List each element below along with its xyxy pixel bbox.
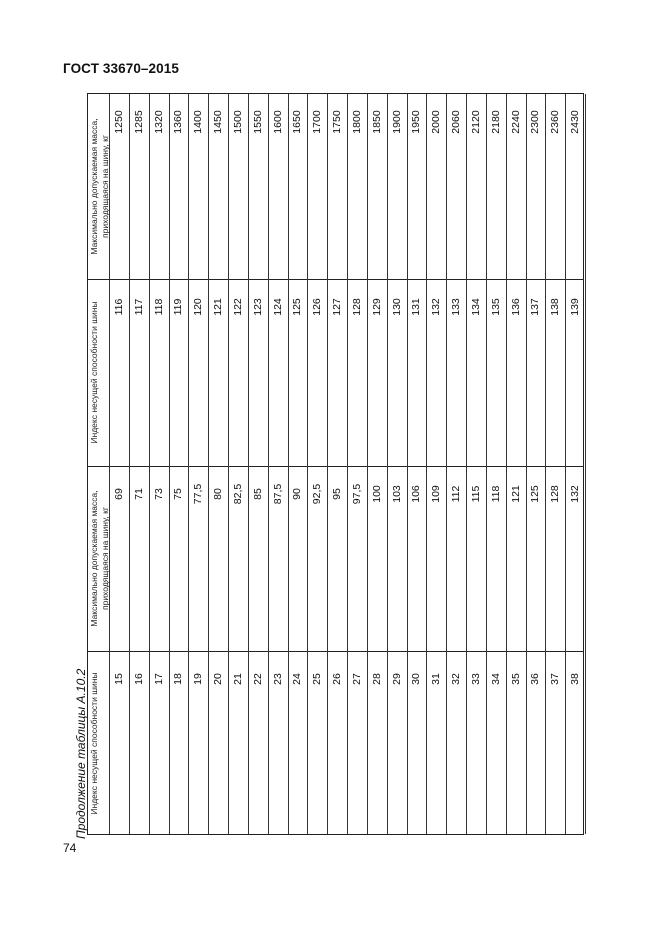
table-cell: 125 bbox=[529, 485, 542, 503]
table-cell: 138 bbox=[549, 298, 562, 316]
table-cell: 26 bbox=[331, 673, 344, 685]
table-cell: 1700 bbox=[311, 110, 324, 134]
table-cell: 97,5 bbox=[350, 483, 363, 505]
table-cell: 118 bbox=[152, 298, 165, 316]
row-divider bbox=[367, 94, 368, 834]
table-cell: 1450 bbox=[212, 110, 225, 134]
table-cell: 126 bbox=[311, 298, 324, 316]
row-divider bbox=[387, 94, 388, 834]
table-cell: 82,5 bbox=[231, 483, 244, 505]
table-cell: 1900 bbox=[390, 110, 403, 134]
table-cell: 122 bbox=[231, 298, 244, 316]
table-cell: 2060 bbox=[450, 110, 463, 134]
row-divider bbox=[486, 94, 487, 834]
table-cell: 22 bbox=[251, 673, 264, 685]
table-cell: 127 bbox=[331, 298, 344, 316]
table-cell: 35 bbox=[509, 673, 522, 685]
table-cell: 1250 bbox=[112, 110, 125, 134]
table-cell: 118 bbox=[489, 485, 502, 503]
table-cell: 75 bbox=[172, 488, 185, 500]
column-separator bbox=[88, 466, 583, 467]
table-cell: 27 bbox=[350, 673, 363, 685]
row-divider bbox=[149, 94, 150, 834]
table-cell: 136 bbox=[509, 298, 522, 316]
row-divider bbox=[248, 94, 249, 834]
table-cell: 1800 bbox=[350, 110, 363, 134]
row-divider bbox=[446, 94, 447, 834]
table-cell: 1500 bbox=[231, 110, 244, 134]
table-cell: 28 bbox=[370, 673, 383, 685]
table-cell: 109 bbox=[430, 485, 443, 503]
table-cell: 1400 bbox=[192, 110, 205, 134]
column-separator bbox=[88, 651, 583, 652]
table-cell: 16 bbox=[132, 673, 145, 685]
table-cell: 1650 bbox=[291, 110, 304, 134]
table-cell: 23 bbox=[271, 673, 284, 685]
table-cell: 92,5 bbox=[311, 483, 324, 505]
table-cell: 2120 bbox=[469, 110, 482, 134]
table-cell: 137 bbox=[529, 298, 542, 316]
table-cell: 1950 bbox=[410, 110, 423, 134]
table-cell: 2360 bbox=[549, 110, 562, 134]
table-cell: 29 bbox=[390, 673, 403, 685]
document-title: ГОСТ 33670–2015 bbox=[63, 61, 179, 76]
table-cell: 15 bbox=[112, 673, 125, 685]
row-divider bbox=[228, 94, 229, 834]
table-cell: 73 bbox=[152, 488, 165, 500]
table-cell: 77,5 bbox=[192, 483, 205, 505]
table-cell: 1600 bbox=[271, 110, 284, 134]
table-cell: 17 bbox=[152, 673, 165, 685]
table-cell: 117 bbox=[132, 298, 145, 316]
table-cell: 38 bbox=[569, 673, 582, 685]
table-cell: 124 bbox=[271, 298, 284, 316]
table-cell: 116 bbox=[112, 298, 125, 316]
table-cell: 36 bbox=[529, 673, 542, 685]
table-cell: 119 bbox=[172, 298, 185, 316]
column-header: Максимально допускаемая масса, приходящаяся на шину, кг bbox=[89, 118, 110, 255]
row-divider bbox=[526, 94, 527, 834]
column-header: Индекс несущей способности шины bbox=[89, 672, 99, 815]
table-cell: 31 bbox=[430, 673, 443, 685]
table-cell: 125 bbox=[291, 298, 304, 316]
table-cell: 85 bbox=[251, 488, 264, 500]
column-separator bbox=[88, 279, 583, 280]
table-caption: Продолжение таблицы А.10.2 bbox=[74, 668, 88, 839]
table-cell: 32 bbox=[450, 673, 463, 685]
table-cell: 20 bbox=[212, 673, 225, 685]
row-divider bbox=[545, 94, 546, 834]
row-divider bbox=[188, 94, 189, 834]
table-cell: 121 bbox=[212, 298, 225, 316]
table-cell: 2430 bbox=[569, 110, 582, 134]
row-divider bbox=[347, 94, 348, 834]
table-cell: 130 bbox=[390, 298, 403, 316]
row-divider bbox=[565, 94, 566, 834]
table-cell: 2180 bbox=[489, 110, 502, 134]
row-divider bbox=[169, 94, 170, 834]
table-cell: 1550 bbox=[251, 110, 264, 134]
table-cell: 25 bbox=[311, 673, 324, 685]
table-cell: 1360 bbox=[172, 110, 185, 134]
table-cell: 121 bbox=[509, 485, 522, 503]
table-cell: 18 bbox=[172, 673, 185, 685]
table-cell: 134 bbox=[469, 298, 482, 316]
row-divider bbox=[407, 94, 408, 834]
table-cell: 100 bbox=[370, 485, 383, 503]
table-cell: 129 bbox=[370, 298, 383, 316]
row-divider bbox=[426, 94, 427, 834]
table-cell: 1850 bbox=[370, 110, 383, 134]
table-cell: 90 bbox=[291, 488, 304, 500]
table-cell: 95 bbox=[331, 488, 344, 500]
table-cell: 132 bbox=[569, 485, 582, 503]
table-cell: 1320 bbox=[152, 110, 165, 134]
table-cell: 115 bbox=[469, 485, 482, 503]
table-cell: 2300 bbox=[529, 110, 542, 134]
table-cell: 34 bbox=[489, 673, 502, 685]
table-cell: 132 bbox=[430, 298, 443, 316]
table-cell: 103 bbox=[390, 485, 403, 503]
row-divider bbox=[208, 94, 209, 834]
table-cell: 69 bbox=[112, 488, 125, 500]
table-cell: 33 bbox=[469, 673, 482, 685]
table-cell: 80 bbox=[212, 488, 225, 500]
row-divider bbox=[506, 94, 507, 834]
column-header: Максимально допускаемая масса, приходящаяся на шину, кг bbox=[89, 490, 110, 627]
table-cell: 2240 bbox=[509, 110, 522, 134]
row-divider bbox=[585, 94, 586, 834]
table-cell: 30 bbox=[410, 673, 423, 685]
row-divider bbox=[268, 94, 269, 834]
row-divider bbox=[307, 94, 308, 834]
table-cell: 19 bbox=[192, 673, 205, 685]
table-cell: 128 bbox=[350, 298, 363, 316]
load-index-table bbox=[87, 93, 584, 835]
table-cell: 131 bbox=[410, 298, 423, 316]
table-cell: 133 bbox=[450, 298, 463, 316]
table-cell: 24 bbox=[291, 673, 304, 685]
table-cell: 112 bbox=[450, 485, 463, 503]
page-number: 74 bbox=[63, 841, 77, 855]
table-cell: 87,5 bbox=[271, 483, 284, 505]
table-cell: 1285 bbox=[132, 110, 145, 134]
table-cell: 139 bbox=[569, 298, 582, 316]
table-cell: 120 bbox=[192, 298, 205, 316]
table-cell: 123 bbox=[251, 298, 264, 316]
table-cell: 37 bbox=[549, 673, 562, 685]
row-divider bbox=[129, 94, 130, 834]
table-cell: 128 bbox=[549, 485, 562, 503]
row-divider bbox=[288, 94, 289, 834]
table-cell: 21 bbox=[231, 673, 244, 685]
table-cell: 1750 bbox=[331, 110, 344, 134]
row-divider bbox=[327, 94, 328, 834]
table-cell: 135 bbox=[489, 298, 502, 316]
table-cell: 106 bbox=[410, 485, 423, 503]
table-cell: 71 bbox=[132, 488, 145, 500]
column-header: Индекс несущей способности шины bbox=[89, 301, 99, 444]
table-cell: 2000 bbox=[430, 110, 443, 134]
row-divider bbox=[466, 94, 467, 834]
